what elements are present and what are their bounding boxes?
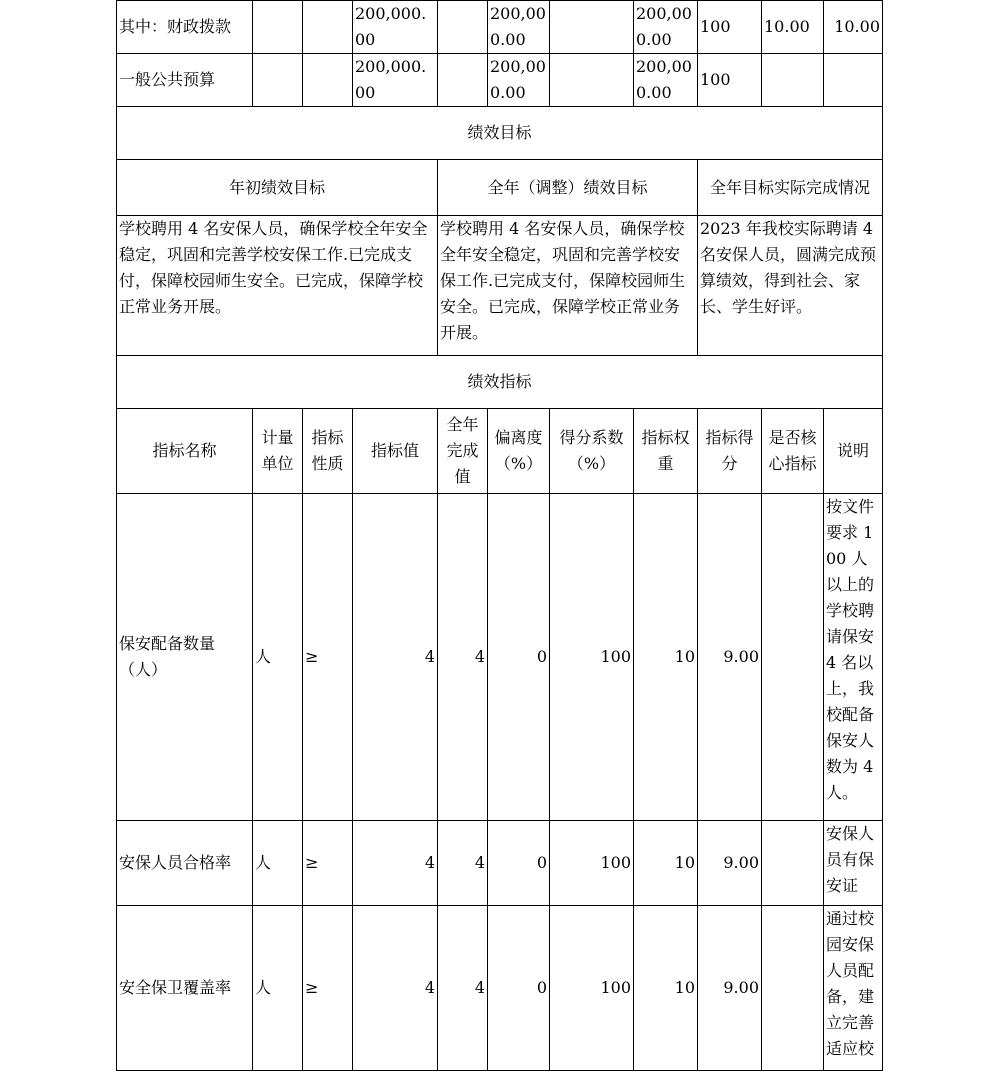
col-header: 偏离度（%）: [488, 409, 550, 494]
col-header: 指标名称: [117, 409, 253, 494]
indicator-note: 通过校园安保人员配备，建立完善适应校: [824, 906, 883, 1071]
funding-gain: [824, 54, 883, 107]
goals-header-adjusted: 全年（调整）绩效目标: [438, 160, 698, 216]
indicator-unit: 人: [253, 494, 303, 821]
indicator-target: 4: [353, 494, 438, 821]
indicator-nature: ≥: [303, 821, 353, 906]
funding-row: [117, 54, 883, 107]
indicator-deviation: 0: [488, 821, 550, 906]
indicator-unit: 人: [253, 906, 303, 1071]
indicator-target: 4: [353, 821, 438, 906]
indicator-deviation: 0: [488, 494, 550, 821]
goals-actual-text: 2023 年我校实际聘请 4 名安保人员，圆满完成预算绩效，得到社会、家长、学生好评。: [698, 216, 883, 356]
performance-table: [116, 0, 883, 1071]
indicator-weight: 10: [634, 906, 698, 1071]
indicator-nature: ≥: [303, 906, 353, 1071]
indicator-score: 9.00: [698, 494, 762, 821]
col-header: 是否核心指标: [762, 409, 824, 494]
funding-score: 100: [698, 54, 762, 107]
indicator-actual: 4: [438, 906, 488, 1071]
indicator-target: 4: [353, 906, 438, 1071]
indicator-score: 9.00: [698, 906, 762, 1071]
col-header: 指标权重: [634, 409, 698, 494]
indicator-core: [762, 494, 824, 821]
indicator-name: 安全保卫覆盖率: [117, 906, 253, 1071]
indicator-row: [117, 906, 883, 1071]
funding-score: 100: [698, 1, 762, 54]
indicator-name: 保安配备数量（人）: [117, 494, 253, 821]
indicators-header-row: [117, 409, 883, 494]
funding-executed: 200,000.00: [634, 54, 698, 107]
indicator-actual: 4: [438, 494, 488, 821]
funding-row: [117, 1, 883, 54]
indicator-coef: 100: [550, 494, 634, 821]
col-header: 指标得分: [698, 409, 762, 494]
indicator-weight: 10: [634, 494, 698, 821]
funding-adjusted: 200,000.00: [488, 54, 550, 107]
goals-initial-text: 学校聘用 4 名安保人员，确保学校全年安全稳定，巩固和完善学校安保工作.已完成支付，保障校园师生安全。已完成，保障学校正常业务开展。: [117, 216, 438, 356]
col-header: 计量单位: [253, 409, 303, 494]
col-header: 得分系数（%）: [550, 409, 634, 494]
indicator-coef: 100: [550, 821, 634, 906]
indicator-score: 9.00: [698, 821, 762, 906]
indicator-core: [762, 906, 824, 1071]
goals-section-title: 绩效目标: [117, 107, 883, 160]
funding-adjusted: 200,000.00: [488, 1, 550, 54]
col-header: 说明: [824, 409, 883, 494]
indicator-row: [117, 821, 883, 906]
col-header: 全年完成值: [438, 409, 488, 494]
indicator-actual: 4: [438, 821, 488, 906]
indicators-section-title: 绩效指标: [117, 356, 883, 409]
funding-budget: 200,000.00: [353, 1, 438, 54]
col-header: 指标值: [353, 409, 438, 494]
funding-label: 一般公共预算: [117, 54, 253, 107]
funding-gain: 10.00: [824, 1, 883, 54]
goals-adjusted-text: 学校聘用 4 名安保人员，确保学校全年安全稳定，巩固和完善学校安保工作.已完成支付，保障校园师生安全。已完成，保障学校正常业务开展。: [438, 216, 698, 356]
indicator-core: [762, 821, 824, 906]
funding-weight: 10.00: [762, 1, 824, 54]
indicator-unit: 人: [253, 821, 303, 906]
indicator-note: 按文件要求 100 人以上的学校聘请保安 4 名以上，我校配备保安人数为 4 人。: [824, 494, 883, 821]
funding-budget: 200,000.00: [353, 54, 438, 107]
goals-header-initial: 年初绩效目标: [117, 160, 438, 216]
indicator-nature: ≥: [303, 494, 353, 821]
indicator-deviation: 0: [488, 906, 550, 1071]
funding-weight: [762, 54, 824, 107]
col-header: 指标性质: [303, 409, 353, 494]
indicator-row: [117, 494, 883, 821]
funding-executed: 200,000.00: [634, 1, 698, 54]
indicator-name: 安保人员合格率: [117, 821, 253, 906]
indicator-weight: 10: [634, 821, 698, 906]
goals-header-actual: 全年目标实际完成情况: [698, 160, 883, 216]
funding-label: 其中：财政拨款: [117, 1, 253, 54]
indicator-coef: 100: [550, 906, 634, 1071]
indicator-note: 安保人员有保安证: [824, 821, 883, 906]
